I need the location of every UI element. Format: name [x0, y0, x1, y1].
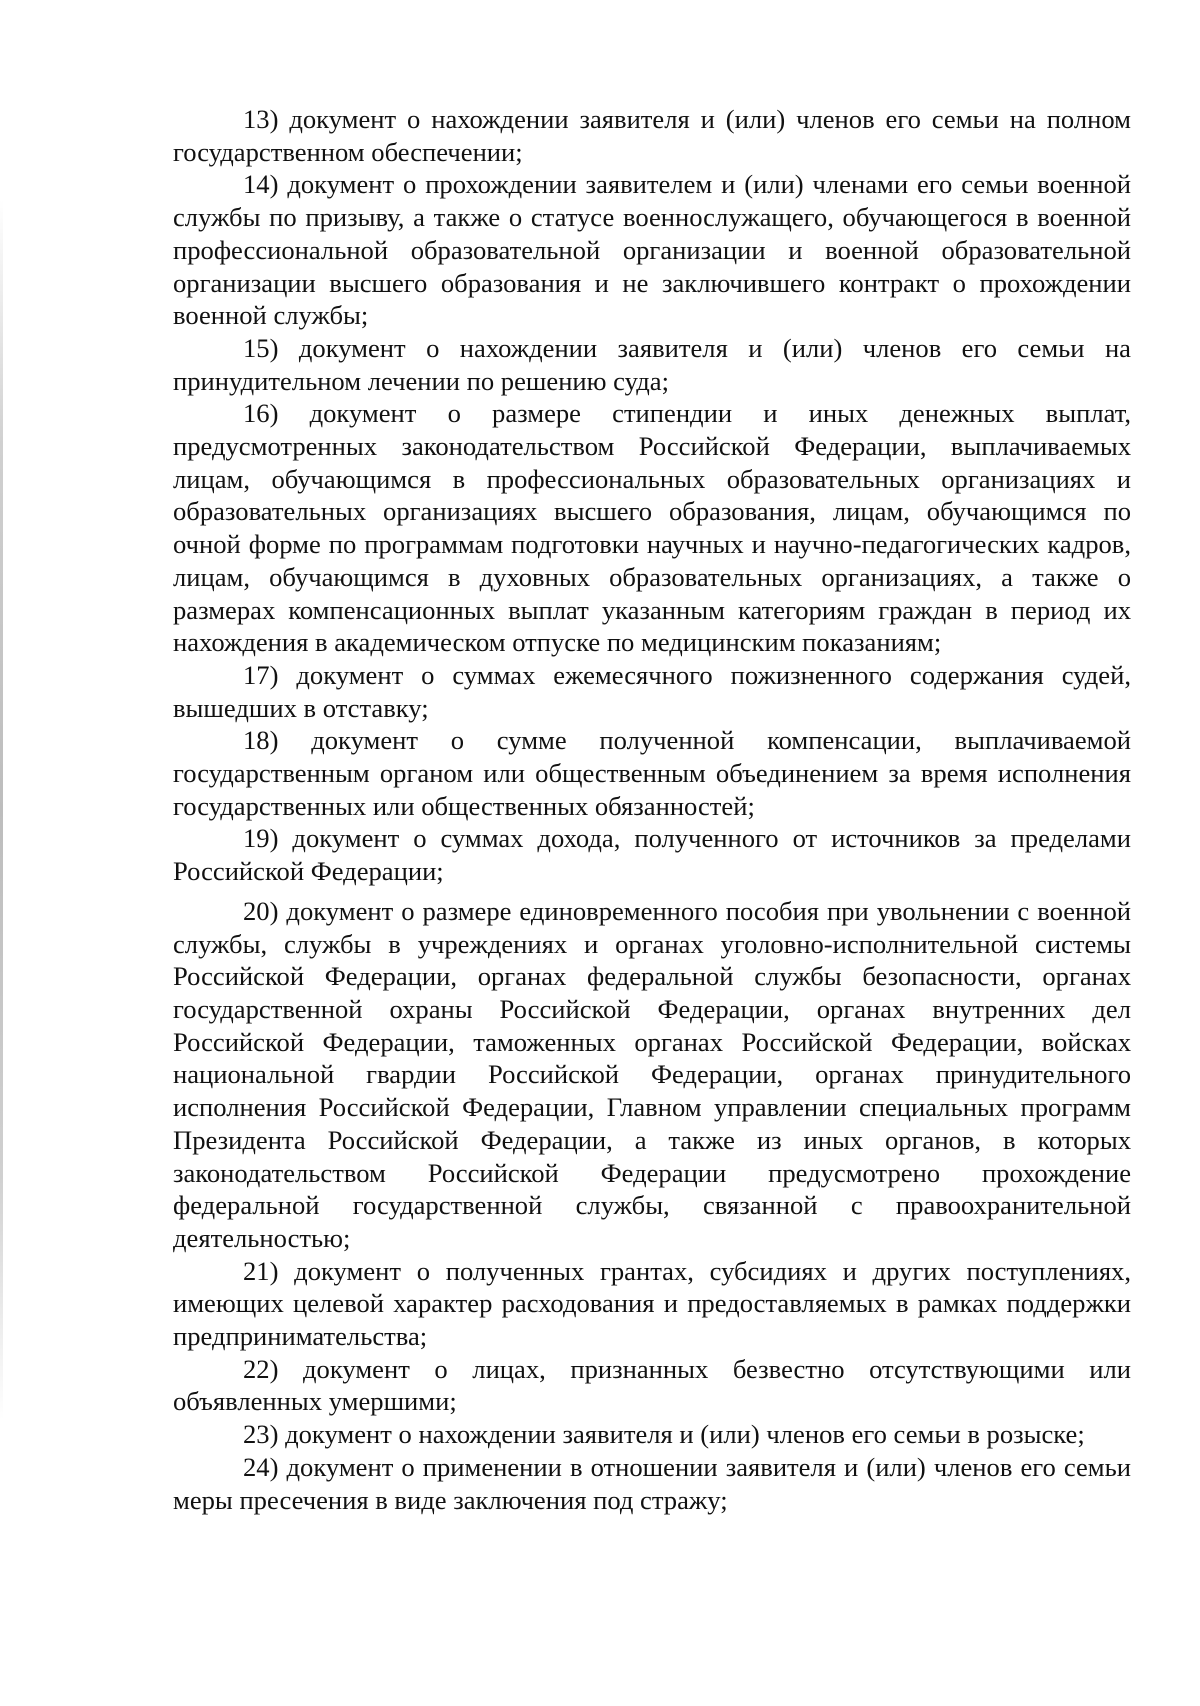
- document-body: [173, 103, 1131, 1516]
- list-item-24: 24) документ о применении в отношении заявителя и (или) членов его семьи меры пресечения в виде заключения под стражу;: [173, 1451, 1131, 1515]
- list-item-21: 21) документ о полученных грантах, субсидиях и других поступлениях, имеющих целевой характер расходования и предоставляемых в рамках поддержки предпринимательства;: [173, 1255, 1131, 1352]
- list-item-23: 23) документ о нахождении заявителя и (или) членов его семьи в розыске;: [243, 1419, 1085, 1450]
- scan-edge-shadow: [0, 200, 3, 1420]
- list-item-17: 17) документ о суммах ежемесячного пожизненного содержания судей, вышедших в отставку;: [173, 659, 1131, 723]
- list-item-14: 14) документ о прохождении заявителем и (или) членами его семьи военной службы по призыву, а также о статусе военнослужащего, обучающегося в военной профессиональной образовательной организации и военной образовательной организации высшего образования и не заключившего контракт о прохождении военной службы;: [173, 169, 1131, 331]
- list-item-18: 18) документ о сумме полученной компенсации, выплачиваемой государственным органом или общественным объединением за время исполнения государственных или общественных обязанностей;: [173, 725, 1131, 821]
- list-item-15: 15) документ о нахождении заявителя и (или) членов его семьи на принудительном лечении по решению суда;: [173, 332, 1131, 396]
- list-item-13: 13) документ о нахождении заявителя и (или) членов его семьи на полном государственном обеспечении;: [173, 104, 1131, 167]
- list-item-20: 20) документ о размере единовременного пособия при увольнении с военной службы, службы в учреждениях и органах уголовно-исполнительной системы Российской Федерации, органах федеральной службы безопасности, органах государственной охраны Российской Федерации, органах внутренних дел Российской Федерации, таможенных органах Российской Федерации, войсках национальной гвардии Российской Федерации, органах принудительного исполнения Российской Федерации, Главном управлении специальных программ Президента Российской Федерации, а также из иных органов, в которых законодательством Российской Федерации предусмотрено прохождение федеральной государственной службы, связанной с правоохранительной деятельностью;: [173, 895, 1131, 1253]
- list-item-22: 22) документ о лицах, признанных безвестно отсутствующими или объявленных умершими;: [173, 1353, 1131, 1417]
- list-item-19: 19) документ о суммах дохода, полученного от источников за пределами Российской Федерации;: [173, 823, 1131, 887]
- list-item-16: 16) документ о размере стипендии и иных денежных выплат, предусмотренных законодательством Российской Федерации, выплачиваемых лицам, обучающимся в профессиональных образовательных организациях и образовательных организациях высшего образования, лицам, обучающимся по очной форме по программам подготовки научных и научно-педагогических кадров, лицам, обучающимся в духовных образовательных организациях, а также о размерах компенсационных выплат указанным категориям граждан в период их нахождения в академическом отпуске по медицинским показаниям;: [173, 398, 1131, 658]
